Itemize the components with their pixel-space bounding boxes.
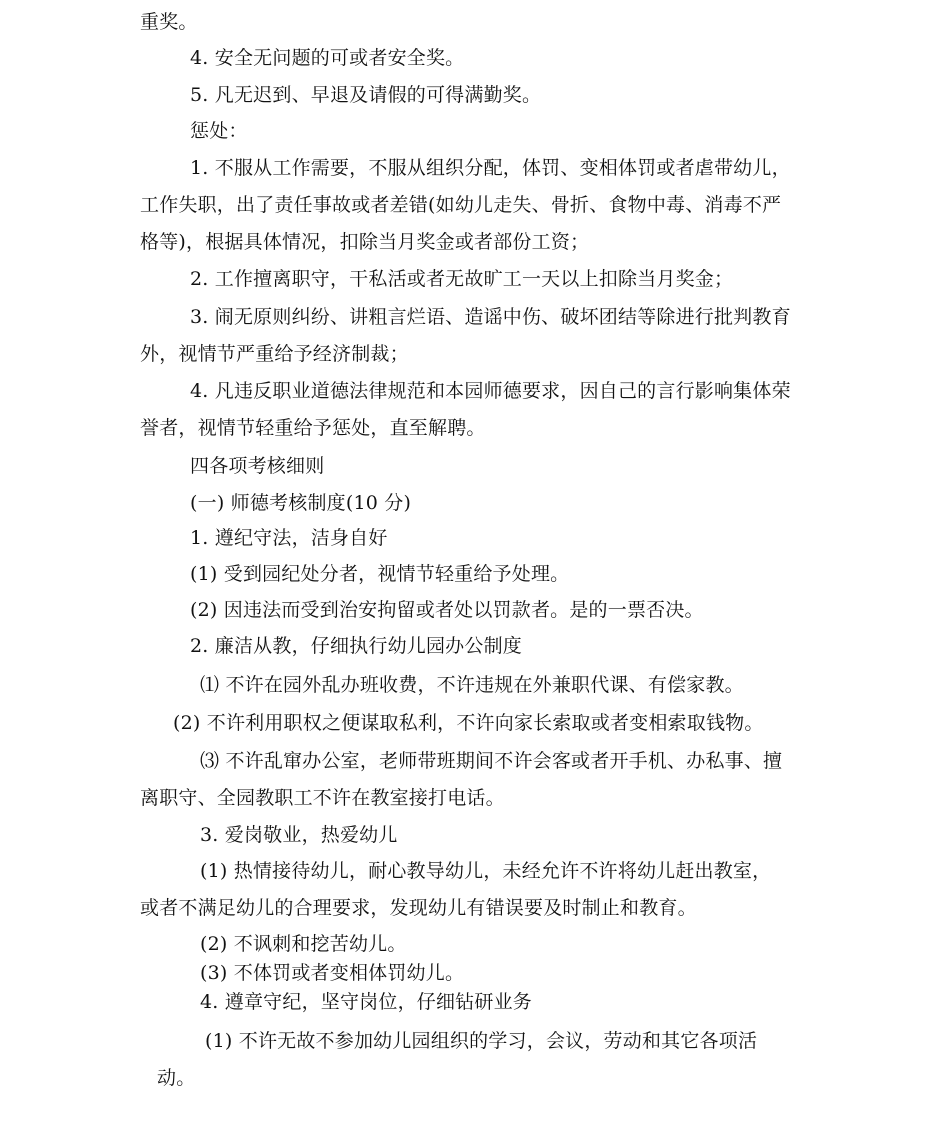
text-line: (2) 不许利用职权之便谋取私利，不许向家长索取或者变相索取钱物。 (173, 712, 764, 734)
text-line: 2. 廉洁从教，仔细执行幼儿园办公制度 (190, 635, 522, 657)
text-line: 4. 安全无问题的可或者安全奖。 (190, 47, 465, 69)
text-line: (2) 因违法而受到治安拘留或者处以罚款者。是的一票否决。 (190, 599, 704, 621)
text-line: 3. 闹无原则纠纷、讲粗言烂语、造谣中伤、破坏团结等除进行批判教育 (190, 306, 791, 328)
text-line: (1) 不许无故不参加幼儿园组织的学习，会议，劳动和其它各项活 (205, 1030, 758, 1052)
text-line: 离职守、全园教职工不许在教室接打电话。 (140, 787, 505, 809)
text-line: (1) 受到园纪处分者，视情节轻重给予处理。 (190, 563, 570, 585)
text-line: 1. 不服从工作需要，不服从组织分配，体罚、变相体罚或者虐带幼儿， (190, 157, 791, 179)
text-line: 4. 遵章守纪，坚守岗位，仔细钻研业务 (200, 991, 532, 1013)
text-line: 2. 工作擅离职守，干私活或者无故旷工一天以上扣除当月奖金； (190, 268, 734, 290)
text-line: 外，视情节严重给予经济制裁； (140, 343, 409, 365)
text-line: 4. 凡违反职业道德法律规范和本园师德要求，因自己的言行影响集体荣 (190, 380, 791, 402)
text-line: 5. 凡无迟到、早退及请假的可得满勤奖。 (190, 84, 542, 106)
text-line: 工作失职，出了责任事故或者差错(如幼儿走失、骨折、食物中毒、消毒不严 (140, 194, 782, 216)
text-line: 或者不满足幼儿的合理要求，发现幼儿有错误要及时制止和教育。 (140, 897, 697, 919)
text-line: (2) 不讽刺和挖苦幼儿。 (200, 933, 407, 955)
text-line: 1. 遵纪守法，洁身自好 (190, 527, 388, 549)
text-line: 重奖。 (140, 11, 198, 33)
text-line: (3) 不体罚或者变相体罚幼儿。 (200, 962, 465, 984)
text-line: (1) 热情接待幼儿，耐心教导幼儿，未经允许不许将幼儿赶出教室， (200, 860, 772, 882)
subsection-heading: (一) 师德考核制度(10 分) (190, 492, 412, 514)
text-line: 3. 爱岗敬业，热爱幼儿 (200, 824, 398, 846)
section-heading: 四各项考核细则 (190, 455, 325, 477)
text-line: ⑶ 不许乱窜办公室，老师带班期间不许会客或者开手机、办私事、擅 (200, 750, 783, 772)
text-line: ⑴ 不许在园外乱办班收费，不许违规在外兼职代课、有偿家教。 (200, 674, 744, 696)
text-line: 动。 (157, 1067, 196, 1089)
text-line: 誉者，视情节轻重给予惩处，直至解聘。 (140, 417, 486, 439)
text-line: 格等)，根据具体情况，扣除当月奖金或者部份工资； (140, 231, 590, 253)
section-heading: 惩处： (190, 120, 248, 142)
